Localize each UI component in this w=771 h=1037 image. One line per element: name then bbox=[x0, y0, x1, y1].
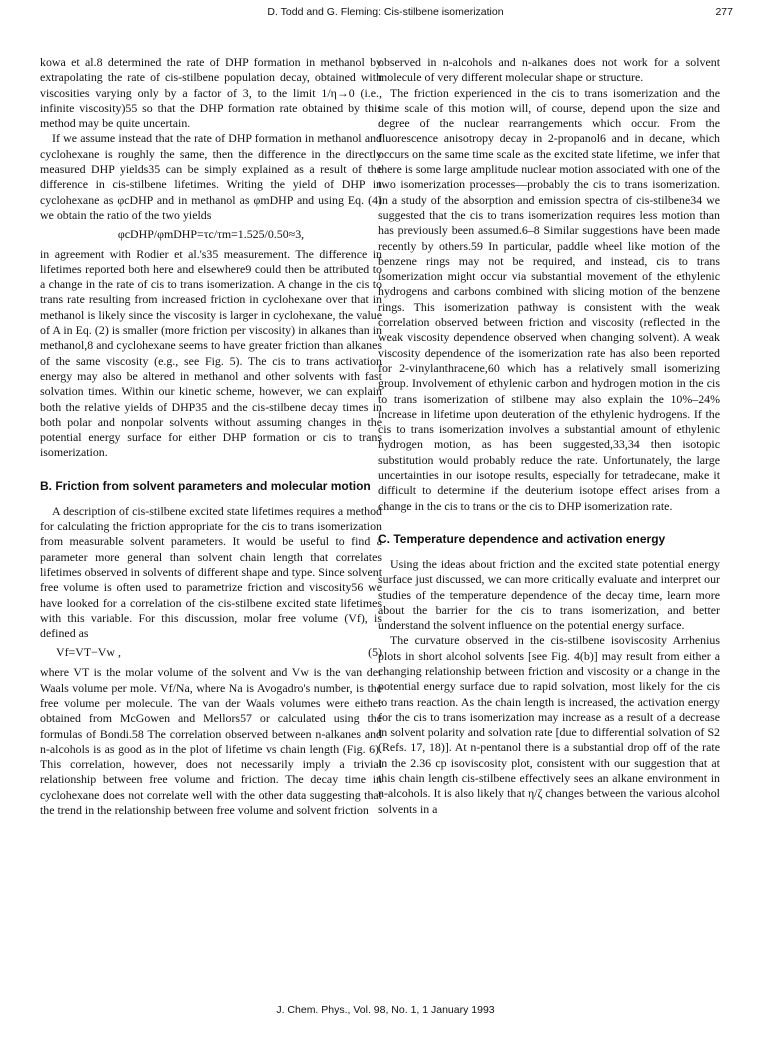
right-column bbox=[378, 55, 720, 817]
equation-5 bbox=[40, 645, 382, 661]
paragraph: The curvature observed in the cis-stilbene isoviscosity Arrhenius plots in short alcohol solvents [see Fig. 4(b)] may result from either a changing relationship between friction and viscosity or a change in the potential energy surface due to rapid solvation, most likely for the cis to trans reaction. As the chain length is increased, the activation energy for the cis to trans isomerization may increase as a result of a decrease in solvent polarity and solvation rate [due to differential solvation of S2 (Refs. 17, 18)]. At n-pentanol there is a substantial drop off of the rate in the 2.36 cp isoviscosity plot, consistent with our suggestion that at this chain length cis-stilbene effectively sees an alkane environment in n-alcohols. It is also likely that η/ζ changes between the various alcohol solvents in a bbox=[378, 633, 720, 816]
paragraph: kowa et al.8 determined the rate of DHP formation in methanol by extrapolating the rate of cis-stilbene population decay, obtained with viscosities varying only by a factor of 3, to the limit 1/η→0 (i.e., infinite viscosity)55 so that the DHP formation rate obtained by this method may be quite uncertain. bbox=[40, 55, 382, 131]
paragraph: The friction experienced in the cis to trans isomerization and the time scale of this motion will, of course, depend upon the size and degree of the nuclear rearrangements which occur. From the fluorescence anisotropy decay in 2-propanol6 and in decane, which occurs on the same time scale as the excited state lifetime, we infer that there is some large amplitude nuclear motion associated with one of the two isomerization processes—probably the cis to trans isomerization. In a study of the absorption and emission spectra of cis-stilbene34 we suggested that the cis to trans isomerization requires less motion than has previously been assumed.6–8 Similar suggestions have been made recently by others.59 In particular, paddle wheel like motion of the benzene rings may not be required, and instead, cis to trans isomerization might occur via substantial movement of the ethylenic hydrogens and carbons combined with slicing motion of the benzene rings. This isomerization pathway is consistent with the weak correlation observed between friction and viscosity (reflected in the weak viscosity dependence observed when changing solvent). A weak viscosity dependence of the isomerization rate has also been reported for 2-vinylanthracene,60 which has a relatively small isomerizing group. Involvement of ethylenic carbon and hydrogen motion in the cis to trans isomerization of stilbene may also explain the 10%–24% increase in lifetime upon deuteration of the ethylenic hydrogens. If the cis to trans isomerization involves a substantial amount of ethylenic hydrogen motion, as has been suggested,33,34 then isotopic substitution would probably reduce the rate. Unfortunately, the large uncertainties in our isotope results, especially for tetradecane, make it difficult to determine if the deuterium isotope effect arises from a change in the cis to trans or the cis to DHP isomerization rate. bbox=[378, 85, 720, 513]
section-heading-b: B. Friction from solvent parameters and molecular motion bbox=[40, 478, 371, 493]
section-heading-c: C. Temperature dependence and activation energy bbox=[378, 531, 666, 546]
page-number: 277 bbox=[715, 6, 733, 18]
paragraph: If we assume instead that the rate of DHP formation in methanol and cyclohexane is roughly the same, then the difference in the directly measured DHP yields35 can be simply explained as a result of the difference in cis-stilbene lifetimes. Writing the yield of DHP in cyclohexane as φcDHP and in methanol as φmDHP and using Eq. (4) we obtain the ratio of the two yields bbox=[40, 131, 382, 222]
paragraph: Using the ideas about friction and the excited state potential energy surface just discussed, we can more critically evaluate and interpret our studies of the temperature dependence of the decay time, learn more about the barrier for the cis to trans isomerization, and better understand the solvent influence on the potential energy surface. bbox=[378, 556, 720, 633]
paragraph: A description of cis-stilbene excited state lifetimes requires a method for calculating the friction appropriate for the cis to trans isomerization from measurable solvent parameters. It would be useful to find a parameter more general than solvent chain length that correlates lifetimes observed in solvents of different shape and type. Since solvent free volume is often used to parametrize friction and viscosity56 we have looked for a correlation of the cis-stilbene excited state lifetimes with this variable. For this discussion, molar free volume (Vf), is defined as bbox=[40, 503, 382, 641]
journal-citation-footer: J. Chem. Phys., Vol. 98, No. 1, 1 January 1993 bbox=[276, 1004, 495, 1016]
running-title: D. Todd and G. Fleming: Cis-stilbene isomerization bbox=[267, 6, 504, 18]
paragraph: in agreement with Rodier et al.'s35 measurement. The difference in lifetimes reported both here and elsewhere9 could then be attributed to a change in the rate of cis to trans isomerization. A change in the cis to trans rate resulting from increased friction in cyclohexane over that in methanol is likely since the viscosity is larger in cyclohexane, the value of A in Eq. (2) is smaller (more friction per viscosity) in alkanes than in methanol,8 and cyclohexane seems to have greater friction than alkanes of the same viscosity (e.g., see Fig. 5). The cis to trans activation energy may also be altered in methanol and other solvents with fast solvation times. Within our kinetic scheme, however, we can explain both the relative yields of DHP35 and the cis-stilbene decay times in both polar and nonpolar solvents without assuming changes in the potential energy surface for either DHP formation or cis to trans isomerization. bbox=[40, 246, 382, 460]
running-header bbox=[38, 6, 733, 22]
equation-5-number: (5) bbox=[368, 645, 382, 660]
paragraph: observed in n-alcohols and n-alkanes does not work for a solvent molecule of very different molecular shape or structure. bbox=[378, 55, 720, 85]
equation-5-body: Vf=VT−Vw , bbox=[56, 645, 121, 660]
equation-yield-ratio: φcDHP/φmDHP=τc/τm=1.525/0.50≈3, bbox=[117, 227, 305, 242]
paragraph: where VT is the molar volume of the solvent and Vw is the van der Waals volume per mole. Vf/Na, where Na is Avogadro's number, is the free volume per molecule. The van der Waals volumes were either obtained from McGowen and Mellors57 or calculated using the formulas of Bondi.58 The correlation observed between n-alkanes and n-alcohols is as good as in the plot of lifetime vs chain length (Fig. 6). This correlation, however, does not necessarily imply a trivial relationship between free volume and friction. The decay time in cyclohexane does not correlate well with the other data suggesting that the trend in the relationship between free volume and solvent friction bbox=[40, 665, 382, 818]
left-column bbox=[40, 55, 382, 818]
